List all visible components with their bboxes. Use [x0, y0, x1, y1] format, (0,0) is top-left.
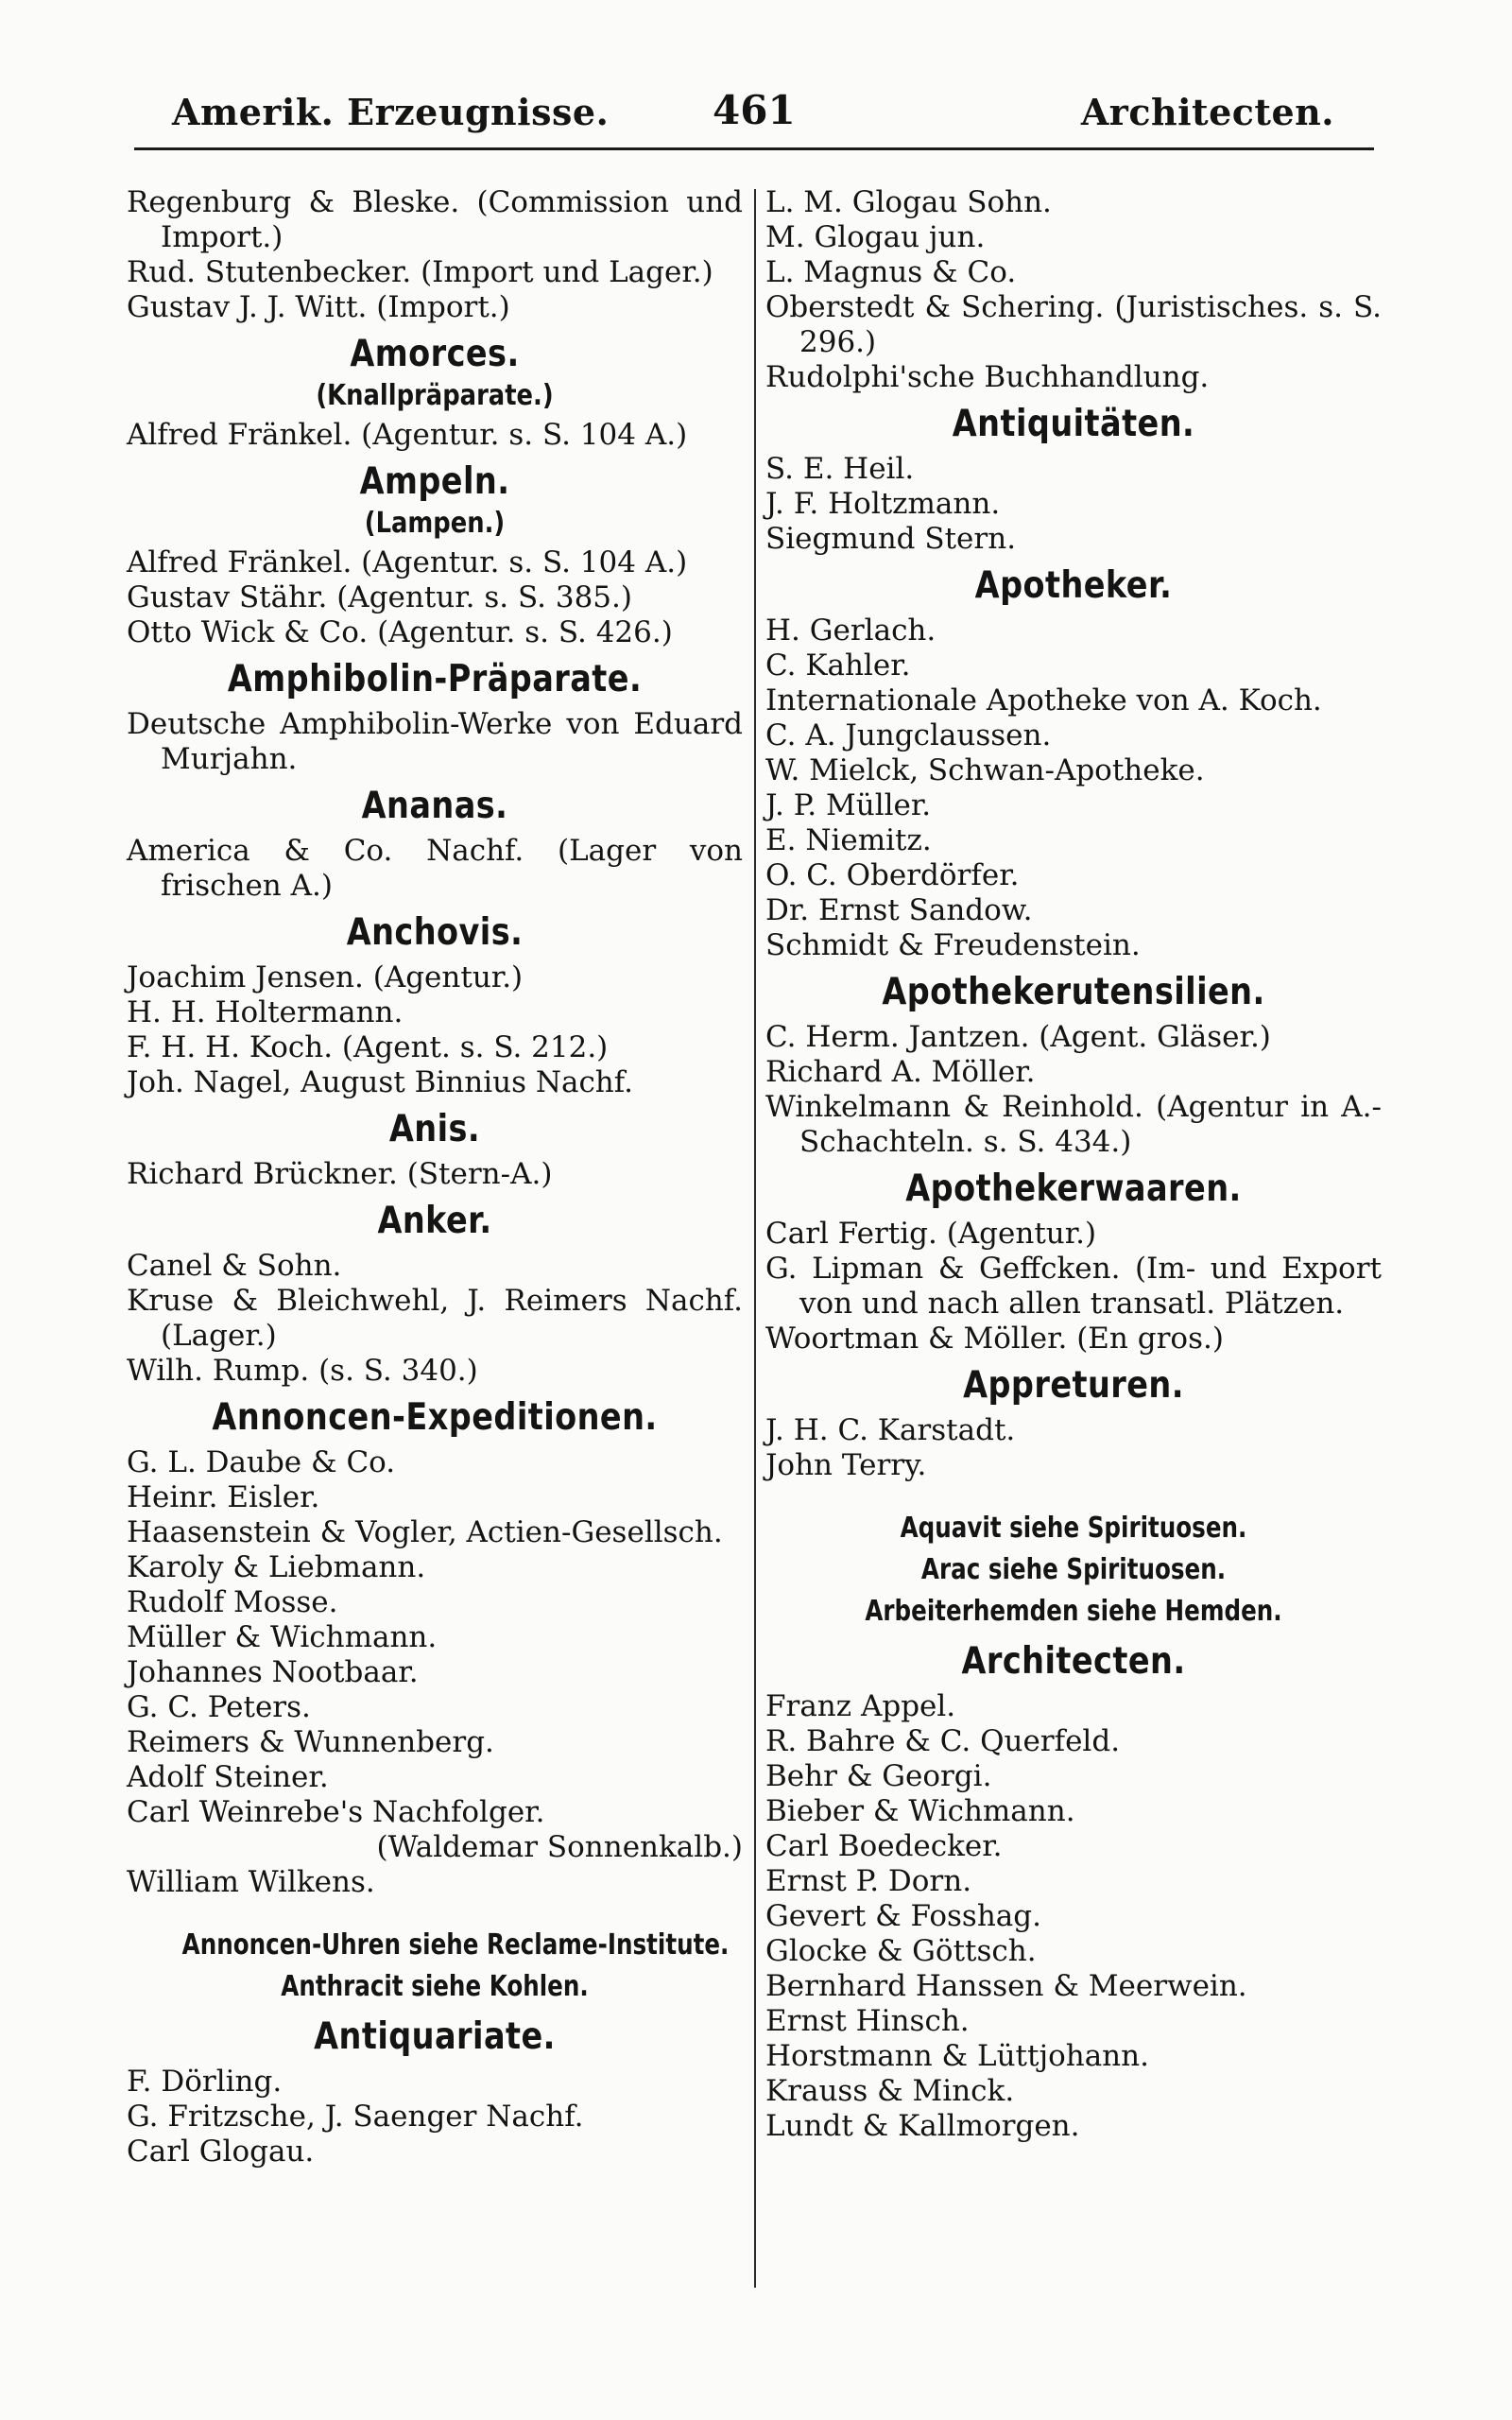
entry: Reimers & Wunnenberg.	[127, 1725, 494, 1759]
column-divider	[754, 189, 756, 2288]
entry: F. H. H. Koch. (Agent. s. S. 212.)	[127, 1030, 609, 1064]
cross-reference: Aquavit siehe Spirituosen.	[900, 1512, 1247, 1545]
entry: Adolf Steiner.	[127, 1760, 329, 1794]
section-heading: Amphibolin-Präparate.	[227, 658, 643, 700]
section-heading: Apothekerutensilien.	[882, 971, 1265, 1013]
entry: Carl Boedecker.	[765, 1829, 1003, 1863]
entry: F. Dörling.	[127, 2065, 283, 2099]
entry: G. C. Peters.	[127, 1690, 311, 1724]
entry: R. Bahre & C. Querfeld.	[765, 1724, 1121, 1758]
cross-reference: Arac siehe Spirituosen.	[920, 1553, 1227, 1586]
section-heading: Architecten.	[961, 1640, 1186, 1683]
entry: Rud. Stutenbecker. (Import und Lager.)	[127, 255, 713, 289]
entry: O. C. Oberdörfer.	[765, 858, 1020, 892]
entry: Regenburg & Bleske. (Commission und Import.)	[127, 185, 743, 254]
section-heading: Anis.	[388, 1108, 481, 1150]
entry: C. A. Jungclaussen.	[765, 718, 1052, 752]
entry: (Waldemar Sonnenkalb.)	[376, 1830, 743, 1864]
entry: Rudolf Mosse.	[127, 1585, 338, 1619]
entry: Müller & Wichmann.	[127, 1620, 438, 1654]
entry: Kruse & Bleichwehl, J. Reimers Nachf. (Lager.)	[127, 1284, 743, 1353]
running-head-left: Amerik. Erzeugnisse.	[172, 91, 610, 133]
entry: Heinr. Eisler.	[127, 1480, 320, 1514]
entry: Ernst P. Dorn.	[765, 1864, 972, 1898]
left-column	[127, 185, 743, 2169]
entry: L. Magnus & Co.	[765, 255, 1017, 289]
section-heading: Ananas.	[361, 785, 508, 827]
entry: G. Fritzsche, J. Saenger Nachf.	[127, 2100, 584, 2134]
entry: Schmidt & Freudenstein.	[765, 928, 1141, 962]
entry: America & Co. Nachf. (Lager von frischen A.)	[127, 834, 743, 903]
entry: Krauss & Minck.	[765, 2074, 1015, 2108]
entry: J. P. Müller.	[765, 788, 932, 822]
entry: Richard A. Möller.	[765, 1055, 1036, 1089]
entry: J. H. C. Karstadt.	[765, 1413, 1016, 1447]
entry: Glocke & Göttsch.	[765, 1934, 1037, 1968]
entry: Winkelmann & Reinhold. (Agentur in A.-Schachteln. s. S. 434.)	[765, 1090, 1382, 1159]
cross-reference: Annoncen-Uhren siehe Reclame-Institute.	[181, 1928, 730, 1962]
page-number: 461	[713, 87, 796, 133]
page-header	[134, 87, 1374, 150]
entry: Lundt & Kallmorgen.	[765, 2109, 1080, 2143]
entry: C. Kahler.	[765, 648, 911, 683]
entry: Franz Appel.	[765, 1689, 956, 1723]
entry: Siegmund Stern.	[765, 522, 1017, 556]
entry: Otto Wick & Co. (Agentur. s. S. 426.)	[127, 615, 673, 649]
section-heading: Anker.	[377, 1200, 492, 1242]
entry: Oberstedt & Schering. (Juristisches. s. S. 296.)	[765, 290, 1382, 359]
cross-reference: Anthracit siehe Kohlen.	[281, 1970, 589, 2003]
right-column	[765, 185, 1382, 2144]
entry: W. Mielck, Schwan-Apotheke.	[765, 753, 1205, 787]
entry: Internationale Apotheke von A. Koch.	[765, 683, 1322, 717]
section-heading: Apothekerwaaren.	[905, 1167, 1242, 1210]
entry: Alfred Fränkel. (Agentur. s. S. 104 A.)	[127, 545, 688, 579]
entry: H. H. Holtermann.	[127, 995, 404, 1029]
entry: G. L. Daube & Co.	[127, 1445, 396, 1479]
entry: Gustav J. J. Witt. (Import.)	[127, 290, 510, 324]
entry: Karoly & Liebmann.	[127, 1550, 426, 1584]
entry: Deutsche Amphibolin-Werke von Eduard Murjahn.	[127, 707, 743, 776]
entry: Carl Weinrebe's Nachfolger.	[127, 1795, 545, 1829]
entry: Bernhard Hanssen & Meerwein.	[765, 1969, 1247, 2003]
entry: Canel & Sohn.	[127, 1249, 342, 1283]
cross-reference: Arbeiterhemden siehe Hemden.	[865, 1595, 1282, 1628]
section-heading: Antiquitäten.	[952, 403, 1195, 445]
entry: Wilh. Rump. (s. S. 340.)	[127, 1354, 478, 1388]
entry: Carl Glogau.	[127, 2135, 315, 2169]
entry: H. Gerlach.	[765, 614, 936, 648]
section-heading: Annoncen-Expeditionen.	[212, 1396, 658, 1439]
section-heading: Anchovis.	[346, 911, 524, 954]
entry: Rudolphi'sche Buchhandlung.	[765, 360, 1210, 394]
entry: C. Herm. Jantzen. (Agent. Gläser.)	[765, 1020, 1271, 1054]
entry: Joachim Jensen. (Agentur.)	[127, 960, 524, 994]
entry: Richard Brückner. (Stern-A.)	[127, 1157, 553, 1191]
entry: Woortman & Möller. (En gros.)	[765, 1322, 1224, 1356]
entry: William Wilkens.	[127, 1865, 375, 1899]
entry: Carl Fertig. (Agentur.)	[765, 1217, 1097, 1251]
entry: Bieber & Wichmann.	[765, 1794, 1075, 1828]
section-subheading: (Lampen.)	[364, 507, 506, 540]
section-heading: Antiquariate.	[314, 2015, 556, 2058]
entry: Dr. Ernst Sandow.	[765, 893, 1033, 927]
entry: G. Lipman & Geffcken. (Im- und Export von und nach allen transatl. Plätzen.	[765, 1252, 1382, 1321]
entry: Gustav Stähr. (Agentur. s. S. 385.)	[127, 580, 632, 614]
entry: Horstmann & Lüttjohann.	[765, 2039, 1149, 2073]
entry: Alfred Fränkel. (Agentur. s. S. 104 A.)	[127, 418, 688, 452]
entry: Behr & Georgi.	[765, 1759, 992, 1793]
section-heading: Appreturen.	[963, 1364, 1184, 1407]
entry: Johannes Nootbaar.	[127, 1655, 419, 1689]
running-head-right: Architecten.	[1080, 91, 1334, 133]
entry: S. E. Heil.	[765, 452, 915, 486]
section-heading: Ampeln.	[359, 460, 510, 503]
entry: John Terry.	[765, 1448, 927, 1482]
entry: Haasenstein & Vogler, Actien-Gesellsch.	[127, 1515, 723, 1549]
entry: Ernst Hinsch.	[765, 2004, 970, 2038]
section-heading: Apotheker.	[974, 564, 1173, 607]
entry: E. Niemitz.	[765, 823, 932, 857]
entry: Joh. Nagel, August Binnius Nachf.	[127, 1065, 633, 1099]
entry: Gevert & Fosshag.	[765, 1899, 1041, 1933]
entry: L. M. Glogau Sohn.	[765, 185, 1052, 219]
section-subheading: (Knallpräparate.)	[316, 379, 554, 412]
entry: J. F. Holtzmann.	[765, 487, 1001, 521]
entry: M. Glogau jun.	[765, 220, 986, 254]
section-heading: Amorces.	[350, 333, 520, 375]
